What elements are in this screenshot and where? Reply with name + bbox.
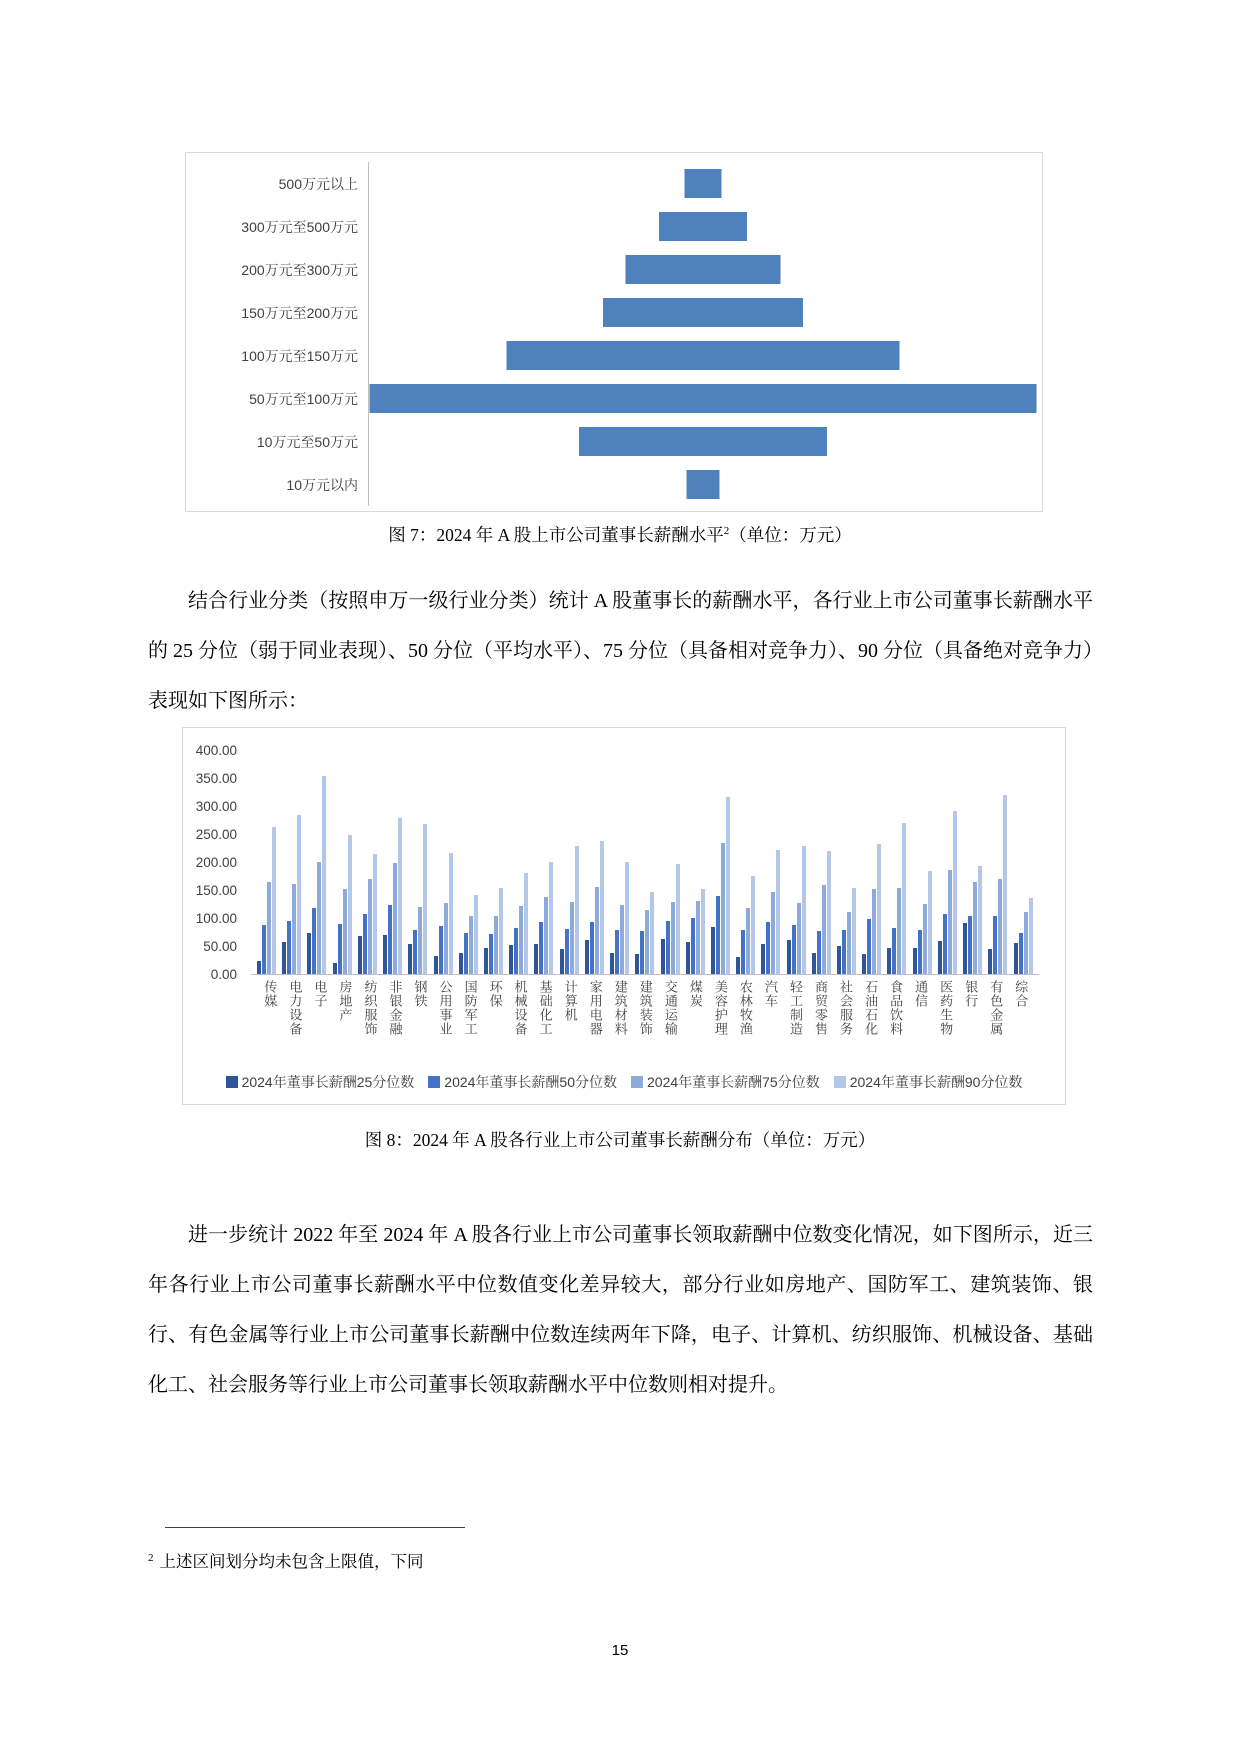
fig8-bar bbox=[1003, 795, 1007, 974]
fig8-bar bbox=[610, 953, 614, 974]
fig7-row-plot bbox=[368, 334, 1042, 377]
fig8-bar bbox=[439, 926, 443, 974]
fig7-row-plot bbox=[368, 162, 1042, 205]
fig8-legend-item bbox=[834, 1072, 1023, 1092]
fig8-bar bbox=[348, 835, 352, 974]
fig8-x-tick-label bbox=[307, 980, 332, 1036]
fig8-bar bbox=[514, 928, 518, 974]
fig8-y-tick-label: 50.00 bbox=[203, 939, 237, 954]
fig8-bar bbox=[423, 824, 427, 974]
fig8-bar bbox=[661, 939, 665, 974]
fig8-bar bbox=[751, 876, 755, 974]
fig8-x-tick-label bbox=[733, 980, 758, 1036]
fig8-bar bbox=[534, 944, 538, 974]
fig8-bar bbox=[625, 862, 629, 974]
fig8-legend-swatch bbox=[226, 1076, 238, 1088]
fig8-bar bbox=[464, 933, 468, 974]
fig8-bar bbox=[696, 901, 700, 974]
fig8-bar bbox=[776, 850, 780, 974]
fig8-x-tick-text: 机械设备 bbox=[512, 980, 528, 1036]
fig7-bar bbox=[507, 341, 900, 370]
fig8-x-tick-text: 美容护理 bbox=[712, 980, 728, 1036]
fig8-bar bbox=[544, 897, 548, 974]
fig8-bar bbox=[519, 906, 523, 974]
fig8-bar bbox=[257, 961, 261, 974]
fig8-x-tick-label bbox=[582, 980, 607, 1036]
fig8-bar-group bbox=[736, 876, 755, 974]
fig8-bar bbox=[282, 942, 286, 974]
fig8-x-tick-label bbox=[557, 980, 582, 1036]
fig8-y-tick-label: 250.00 bbox=[195, 827, 237, 842]
fig7-row bbox=[186, 334, 1042, 377]
fig8-x-tick-label bbox=[607, 980, 632, 1036]
fig8-x-tick-text: 通信 bbox=[913, 980, 929, 1008]
fig8-y-tick-label: 300.00 bbox=[195, 799, 237, 814]
fig8-x-tick-text: 综合 bbox=[1013, 980, 1029, 1008]
fig7-category-label: 10万元以内 bbox=[286, 476, 358, 493]
footnote-separator bbox=[165, 1527, 465, 1528]
fig8-legend-label: 2024年董事长薪酬90分位数 bbox=[849, 1074, 1023, 1090]
fig8-y-tick-label: 350.00 bbox=[195, 771, 237, 786]
fig8-bar bbox=[842, 930, 846, 974]
fig8-legend-label: 2024年董事长薪酬25分位数 bbox=[241, 1074, 415, 1090]
fig8-bar bbox=[549, 862, 553, 974]
fig8-bar bbox=[635, 954, 639, 974]
fig8-bar bbox=[852, 888, 856, 974]
fig8-bar bbox=[322, 776, 326, 974]
figure8-legend bbox=[183, 1072, 1065, 1092]
fig8-bar bbox=[368, 879, 372, 974]
fig8-x-tick-text: 非银金融 bbox=[387, 980, 403, 1036]
fig8-x-tick-label bbox=[332, 980, 357, 1036]
fig7-category-label: 10万元至50万元 bbox=[256, 433, 358, 450]
fig8-bar bbox=[837, 946, 841, 974]
figure7-caption bbox=[0, 522, 1240, 547]
fig8-x-tick-label bbox=[457, 980, 482, 1036]
fig8-legend-item bbox=[226, 1072, 415, 1092]
fig8-bar-group bbox=[963, 866, 982, 974]
fig8-bar bbox=[711, 927, 715, 974]
fig8-x-tick-label bbox=[632, 980, 657, 1036]
fig8-bar bbox=[792, 925, 796, 974]
fig8-bar bbox=[993, 916, 997, 974]
fig8-x-tick-text: 有色金属 bbox=[988, 980, 1004, 1036]
fig8-x-tick-label bbox=[507, 980, 532, 1036]
fig8-bar-group bbox=[887, 823, 906, 974]
fig7-bar bbox=[370, 384, 1037, 413]
fig8-bar bbox=[343, 889, 347, 974]
fig7-row bbox=[186, 463, 1042, 506]
fig8-bar bbox=[645, 910, 649, 974]
fig8-x-tick-text: 建筑材料 bbox=[612, 980, 628, 1036]
fig8-x-tick-text: 传媒 bbox=[262, 980, 278, 1008]
fig8-y-tick-label: 0.00 bbox=[210, 967, 237, 982]
fig7-row bbox=[186, 291, 1042, 334]
fig8-bar bbox=[539, 922, 543, 974]
fig8-x-tick-label bbox=[382, 980, 407, 1036]
fig7-bar bbox=[603, 298, 803, 327]
figure7-caption-unit: （单位：万元） bbox=[729, 525, 852, 545]
fig8-legend-item bbox=[428, 1072, 617, 1092]
fig8-bar bbox=[418, 907, 422, 974]
fig8-x-tick-label bbox=[432, 980, 457, 1036]
fig7-category-label: 300万元至500万元 bbox=[241, 218, 358, 235]
fig8-x-tick-label bbox=[958, 980, 983, 1036]
fig8-bar bbox=[691, 918, 695, 974]
fig8-bar-group bbox=[610, 862, 629, 974]
fig8-bar bbox=[1014, 943, 1018, 974]
fig8-legend-swatch bbox=[428, 1076, 440, 1088]
fig8-bar-group bbox=[1014, 898, 1033, 974]
fig8-x-tick-text: 社会服务 bbox=[838, 980, 854, 1036]
fig8-bar bbox=[590, 922, 594, 974]
fig8-bar bbox=[484, 948, 488, 974]
fig8-bar bbox=[444, 903, 448, 974]
fig7-category-label: 100万元至150万元 bbox=[241, 347, 358, 364]
fig8-bar bbox=[570, 902, 574, 974]
fig8-bar-group bbox=[988, 795, 1007, 974]
fig8-bar bbox=[565, 929, 569, 974]
fig7-category-label: 200万元至300万元 bbox=[241, 261, 358, 278]
fig8-bar bbox=[923, 904, 927, 974]
fig8-bar bbox=[887, 948, 891, 974]
fig8-bar bbox=[620, 905, 624, 974]
fig8-bar-group bbox=[686, 889, 705, 974]
fig8-bar-group bbox=[434, 853, 453, 974]
fig8-x-tick-text: 公用事业 bbox=[437, 980, 453, 1036]
fig8-bar bbox=[408, 944, 412, 974]
fig8-bar bbox=[393, 863, 397, 974]
fig7-category-label: 500万元以上 bbox=[278, 175, 358, 192]
fig8-bar bbox=[499, 888, 503, 974]
figure8-y-axis-labels bbox=[183, 743, 243, 982]
fig8-bar bbox=[902, 823, 906, 974]
fig8-bar bbox=[716, 896, 720, 974]
fig8-x-tick-label bbox=[1008, 980, 1033, 1036]
fig8-bar bbox=[650, 892, 654, 974]
fig8-bar bbox=[600, 841, 604, 974]
footnote bbox=[148, 1548, 1048, 1572]
fig8-bar bbox=[333, 963, 337, 974]
fig8-bar bbox=[676, 864, 680, 974]
fig8-bar bbox=[312, 908, 316, 974]
fig8-bar bbox=[383, 935, 387, 974]
fig8-x-tick-text: 汽车 bbox=[762, 980, 778, 1008]
fig8-bar bbox=[938, 941, 942, 974]
fig7-row bbox=[186, 248, 1042, 291]
figure8-caption: 图 8：2024 年 A 股各行业上市公司董事长薪酬分布（单位：万元） bbox=[364, 1130, 876, 1150]
fig8-bar bbox=[913, 948, 917, 974]
fig8-bar-group bbox=[383, 818, 402, 974]
fig8-bar bbox=[413, 930, 417, 974]
fig7-row bbox=[186, 420, 1042, 463]
fig8-x-tick-text: 轻工制造 bbox=[787, 980, 803, 1036]
fig8-x-tick-label bbox=[257, 980, 282, 1036]
figure8-x-axis-labels bbox=[251, 980, 1039, 1036]
fig8-bar bbox=[892, 928, 896, 974]
footnote-text: 上述区间划分均未包含上限值，下同 bbox=[159, 1552, 424, 1571]
fig8-bar bbox=[867, 919, 871, 974]
fig8-bar-group bbox=[585, 841, 604, 974]
fig8-bar bbox=[847, 912, 851, 974]
fig8-legend-label: 2024年董事长薪酬75分位数 bbox=[647, 1074, 820, 1090]
fig8-x-tick-label bbox=[808, 980, 833, 1036]
fig8-x-tick-label bbox=[758, 980, 783, 1036]
fig8-bar bbox=[797, 903, 801, 974]
fig8-bar bbox=[998, 879, 1002, 974]
fig8-x-tick-label bbox=[833, 980, 858, 1036]
fig8-bar bbox=[817, 931, 821, 974]
fig8-bar bbox=[287, 921, 291, 974]
fig8-bar-group bbox=[408, 824, 427, 974]
fig7-bar bbox=[626, 255, 781, 284]
fig8-bar bbox=[666, 921, 670, 974]
fig8-bar bbox=[262, 925, 266, 974]
fig8-bar bbox=[822, 885, 826, 974]
fig8-x-tick-text: 纺织服饰 bbox=[362, 980, 378, 1036]
fig8-bar-group bbox=[787, 846, 806, 974]
fig8-y-tick-label: 150.00 bbox=[195, 883, 237, 898]
fig8-bar bbox=[494, 916, 498, 974]
fig8-bar bbox=[317, 862, 321, 974]
fig8-bar bbox=[292, 884, 296, 974]
fig8-bar bbox=[968, 916, 972, 974]
fig8-y-tick-label: 400.00 bbox=[195, 743, 237, 758]
fig8-bar bbox=[771, 892, 775, 974]
fig8-bar-group bbox=[862, 844, 881, 974]
body-paragraph-1: 结合行业分类（按照申万一级行业分类）统计 A 股董事长的薪酬水平，各行业上市公司董事长薪酬水平的 25 分位（弱于同业表现）、50 分位（平均水平）、75 分位（具备相对竞争力）、90 分位（具备绝对竞争力）表现如下图所示： bbox=[148, 590, 1093, 712]
fig8-bar-group bbox=[913, 871, 932, 974]
fig7-bar bbox=[685, 169, 722, 198]
fig8-bar bbox=[988, 949, 992, 974]
fig8-bar-group bbox=[635, 892, 654, 974]
fig8-x-tick-text: 计算机 bbox=[562, 980, 578, 1022]
fig8-x-tick-label bbox=[532, 980, 557, 1036]
fig8-bar bbox=[338, 924, 342, 974]
fig8-x-tick-label bbox=[858, 980, 883, 1036]
footnote-ref: 2 bbox=[148, 1551, 154, 1564]
fig8-bar-group bbox=[307, 776, 326, 974]
fig8-bar bbox=[877, 844, 881, 974]
fig8-bar-group bbox=[257, 827, 276, 974]
fig8-x-tick-text: 农林牧渔 bbox=[737, 980, 753, 1036]
fig7-row bbox=[186, 205, 1042, 248]
fig8-bar-group bbox=[459, 895, 478, 974]
fig8-bar-group bbox=[358, 854, 377, 974]
fig8-bar-group bbox=[484, 888, 503, 974]
fig8-x-tick-label bbox=[658, 980, 683, 1036]
fig8-bar bbox=[766, 922, 770, 974]
fig8-x-tick-text: 电力设备 bbox=[287, 980, 303, 1036]
fig7-bar bbox=[579, 427, 827, 456]
fig8-x-tick-text: 环保 bbox=[487, 980, 503, 1008]
fig8-bar bbox=[1024, 912, 1028, 974]
fig7-row-plot bbox=[368, 248, 1042, 291]
fig8-bar bbox=[307, 933, 311, 974]
fig8-bar bbox=[267, 882, 271, 974]
fig8-bar bbox=[741, 930, 745, 974]
fig8-x-tick-text: 交通运输 bbox=[662, 980, 678, 1036]
fig8-legend-swatch bbox=[631, 1076, 643, 1088]
fig8-x-tick-text: 基础化工 bbox=[537, 980, 553, 1036]
fig8-bar bbox=[1029, 898, 1033, 974]
fig8-bar-group bbox=[812, 851, 831, 974]
fig8-bar-group bbox=[333, 835, 352, 974]
fig8-bar bbox=[701, 889, 705, 974]
fig8-bar bbox=[812, 953, 816, 974]
fig8-bar bbox=[434, 956, 438, 974]
figure7-caption-footnote-ref: 2 bbox=[723, 525, 730, 538]
fig8-x-tick-text: 银行 bbox=[963, 980, 979, 1008]
fig8-x-tick-label bbox=[933, 980, 958, 1036]
fig7-bar bbox=[659, 212, 747, 241]
fig7-category-label: 150万元至200万元 bbox=[241, 304, 358, 321]
fig7-row-plot bbox=[368, 377, 1042, 420]
fig8-bar bbox=[721, 843, 725, 974]
fig7-row-plot bbox=[368, 420, 1042, 463]
fig8-bar-group bbox=[560, 846, 579, 974]
fig8-bar bbox=[928, 871, 932, 974]
fig8-bar bbox=[640, 931, 644, 974]
fig8-bar-group bbox=[282, 815, 301, 974]
fig8-bar bbox=[358, 936, 362, 974]
fig8-x-tick-label bbox=[708, 980, 733, 1036]
fig7-row-plot bbox=[368, 463, 1042, 506]
fig8-x-tick-text: 建筑装饰 bbox=[637, 980, 653, 1036]
fig8-x-tick-text: 石油石化 bbox=[863, 980, 879, 1036]
fig8-bar-group bbox=[711, 797, 730, 974]
fig8-bar bbox=[363, 914, 367, 974]
fig8-legend-swatch bbox=[834, 1076, 846, 1088]
fig8-bar bbox=[963, 923, 967, 974]
fig8-x-tick-label bbox=[908, 980, 933, 1036]
fig8-legend-label: 2024年董事长薪酬50分位数 bbox=[444, 1074, 617, 1090]
fig8-bar bbox=[469, 916, 473, 974]
fig8-bar-group bbox=[938, 811, 957, 974]
fig7-row bbox=[186, 377, 1042, 420]
fig8-x-tick-text: 房地产 bbox=[337, 980, 353, 1022]
fig8-bar bbox=[671, 902, 675, 974]
fig8-bar bbox=[595, 887, 599, 974]
fig8-x-tick-label bbox=[683, 980, 708, 1036]
fig8-bar bbox=[827, 851, 831, 974]
fig8-bar bbox=[388, 905, 392, 974]
fig8-bar bbox=[897, 888, 901, 974]
body-paragraph-2: 进一步统计 2022 年至 2024 年 A 股各行业上市公司董事长领取薪酬中位数变化情况，如下图所示，近三年各行业上市公司董事长薪酬水平中位数值变化差异较大，部分行业如房地产、国防军工、建筑装饰、银行、有色金属等行业上市公司董事长薪酬中位数连续两年下降，电子、计算机、纺织服饰、机械设备、基础化工、社会服务等行业上市公司董事长领取薪酬水平中位数则相对提升。 bbox=[148, 1224, 1093, 1396]
fig8-bar bbox=[373, 854, 377, 974]
fig8-bar-group bbox=[509, 873, 528, 974]
fig7-row-plot bbox=[368, 291, 1042, 334]
fig8-bar bbox=[686, 942, 690, 974]
fig8-bar bbox=[1019, 933, 1023, 974]
figure7-caption-text: 图 7：2024 年 A 股上市公司董事长薪酬水平 bbox=[388, 525, 724, 545]
fig8-x-tick-text: 国防军工 bbox=[462, 980, 478, 1036]
fig8-bar-group bbox=[761, 850, 780, 974]
fig8-bar bbox=[953, 811, 957, 974]
fig8-bar bbox=[459, 953, 463, 974]
fig8-bar bbox=[736, 957, 740, 974]
fig8-legend-item bbox=[631, 1072, 820, 1092]
figure7-chart bbox=[185, 152, 1043, 512]
fig8-x-tick-label bbox=[883, 980, 908, 1036]
fig8-bar bbox=[787, 940, 791, 974]
fig8-bar bbox=[872, 889, 876, 974]
fig8-bar bbox=[615, 930, 619, 974]
fig8-y-tick-label: 200.00 bbox=[195, 855, 237, 870]
fig8-bar bbox=[761, 944, 765, 974]
fig8-bar bbox=[449, 853, 453, 974]
fig8-bar-group bbox=[837, 888, 856, 974]
figure8-chart bbox=[182, 727, 1066, 1105]
fig8-x-tick-label bbox=[357, 980, 382, 1036]
fig8-x-tick-label bbox=[282, 980, 307, 1036]
fig8-bar bbox=[948, 870, 952, 974]
fig7-bar bbox=[687, 470, 720, 499]
fig8-bar bbox=[943, 914, 947, 974]
fig7-row bbox=[186, 162, 1042, 205]
fig8-bar bbox=[297, 815, 301, 974]
fig8-x-tick-label bbox=[482, 980, 507, 1036]
fig7-category-label: 50万元至100万元 bbox=[249, 390, 358, 407]
page-number: 15 bbox=[611, 1642, 629, 1659]
fig8-bar bbox=[524, 873, 528, 974]
fig8-bar bbox=[862, 954, 866, 974]
figure7-rows bbox=[186, 162, 1042, 506]
fig8-y-tick-label: 100.00 bbox=[195, 911, 237, 926]
fig8-x-tick-text: 家用电器 bbox=[587, 980, 603, 1036]
fig8-x-tick-label bbox=[407, 980, 432, 1036]
fig8-bar bbox=[575, 846, 579, 974]
figure8-plot-area bbox=[251, 751, 1039, 975]
fig8-bar bbox=[489, 934, 493, 974]
fig8-x-tick-text: 医药生物 bbox=[938, 980, 954, 1036]
fig8-x-tick-text: 煤炭 bbox=[687, 980, 703, 1008]
fig8-bar bbox=[585, 940, 589, 974]
fig8-x-tick-text: 商贸零售 bbox=[813, 980, 829, 1036]
fig8-bar bbox=[726, 797, 730, 974]
fig8-bar bbox=[474, 895, 478, 974]
fig8-bar bbox=[802, 846, 806, 974]
fig8-x-tick-label bbox=[983, 980, 1008, 1036]
fig7-row-plot bbox=[368, 205, 1042, 248]
fig8-bar bbox=[509, 945, 513, 974]
fig8-bar bbox=[973, 882, 977, 974]
fig8-bar bbox=[978, 866, 982, 974]
fig8-bar bbox=[560, 949, 564, 974]
fig8-bar bbox=[918, 930, 922, 974]
fig8-x-tick-text: 食品饮料 bbox=[888, 980, 904, 1036]
fig8-x-tick-label bbox=[783, 980, 808, 1036]
fig8-bar bbox=[272, 827, 276, 974]
fig8-bar bbox=[398, 818, 402, 974]
fig8-x-tick-text: 钢铁 bbox=[412, 980, 428, 1008]
fig8-bar-group bbox=[661, 864, 680, 974]
fig8-bar-group bbox=[534, 862, 553, 974]
fig8-x-tick-text: 电子 bbox=[312, 980, 328, 1008]
fig8-bar bbox=[746, 908, 750, 974]
